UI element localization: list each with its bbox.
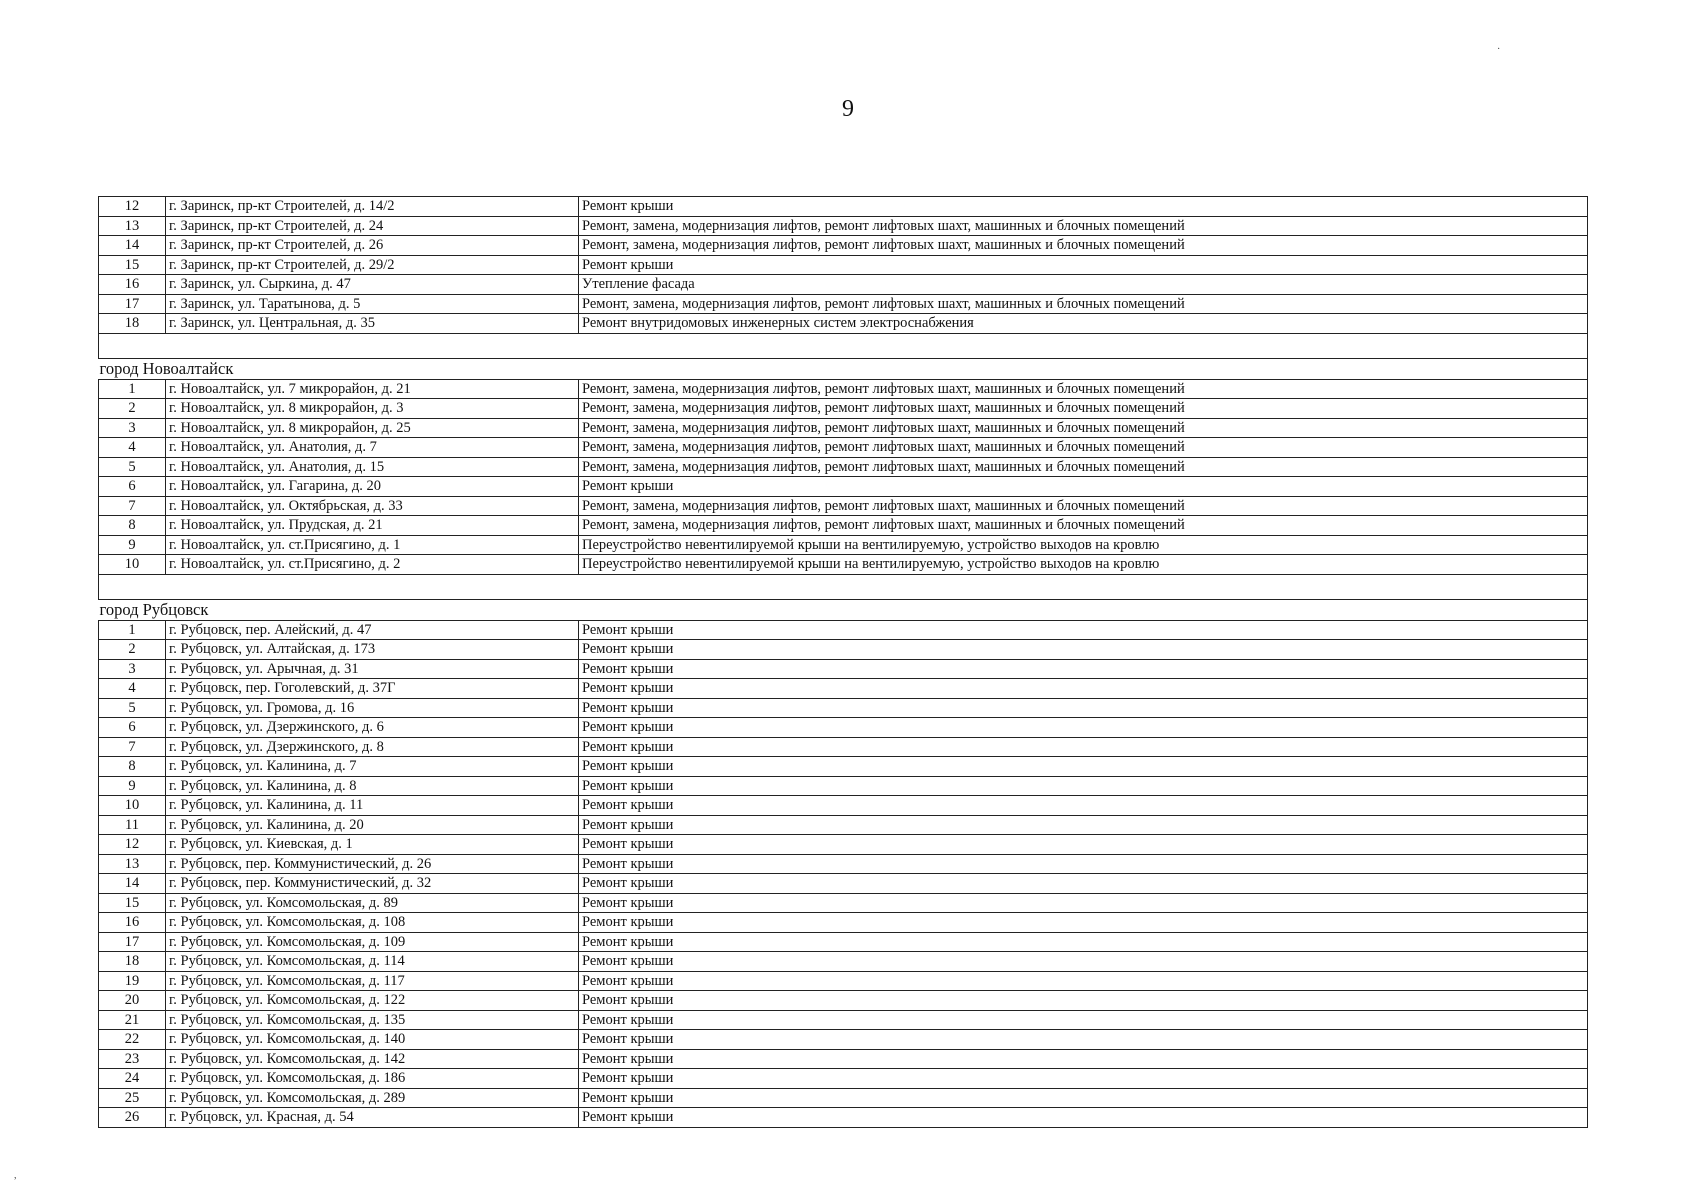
row-work-type: Ремонт крыши (579, 776, 1588, 796)
row-number: 6 (99, 477, 166, 497)
row-work-type: Ремонт крыши (579, 952, 1588, 972)
row-number: 16 (99, 913, 166, 933)
row-work-type: Ремонт, замена, модернизация лифтов, ремонт лифтовых шахт, машинных и блочных помещений (579, 216, 1588, 236)
table-row (99, 275, 1588, 295)
section-heading-row (99, 599, 1588, 620)
row-work-type: Переустройство невентилируемой крыши на вентилируемую, устройство выходов на кровлю (579, 535, 1588, 555)
row-work-type: Ремонт, замена, модернизация лифтов, ремонт лифтовых шахт, машинных и блочных помещений (579, 516, 1588, 536)
row-address: г. Рубцовск, ул. Арычная, д. 31 (166, 659, 579, 679)
row-work-type: Ремонт, замена, модернизация лифтов, ремонт лифтовых шахт, машинных и блочных помещений (579, 457, 1588, 477)
repair-schedule-table (98, 196, 1588, 1128)
row-address: г. Новоалтайск, ул. ст.Присягино, д. 2 (166, 555, 579, 575)
table-row (99, 1108, 1588, 1128)
table-row (99, 418, 1588, 438)
row-address: г. Рубцовск, ул. Комсомольская, д. 289 (166, 1088, 579, 1108)
row-work-type: Ремонт, замена, модернизация лифтов, ремонт лифтовых шахт, машинных и блочных помещений (579, 294, 1588, 314)
table-row (99, 991, 1588, 1011)
row-address: г. Рубцовск, пер. Гоголевский, д. 37Г (166, 679, 579, 699)
row-number: 11 (99, 815, 166, 835)
row-number: 5 (99, 457, 166, 477)
row-number: 13 (99, 854, 166, 874)
section-heading: город Новоалтайск (99, 358, 1588, 379)
row-number: 18 (99, 952, 166, 972)
row-work-type: Ремонт крыши (579, 874, 1588, 894)
table-row (99, 659, 1588, 679)
row-number: 10 (99, 796, 166, 816)
page-number: 9 (842, 96, 854, 122)
table-row (99, 932, 1588, 952)
table-row (99, 1088, 1588, 1108)
table-row (99, 1069, 1588, 1089)
row-address: г. Рубцовск, ул. Комсомольская, д. 109 (166, 932, 579, 952)
row-address: г. Новоалтайск, ул. 7 микрорайон, д. 21 (166, 379, 579, 399)
row-work-type: Ремонт крыши (579, 796, 1588, 816)
section-spacer (99, 333, 1588, 358)
row-work-type: Ремонт крыши (579, 679, 1588, 699)
table-row (99, 835, 1588, 855)
row-address: г. Рубцовск, ул. Дзержинского, д. 8 (166, 737, 579, 757)
row-number: 8 (99, 516, 166, 536)
row-number: 7 (99, 496, 166, 516)
table-row (99, 620, 1588, 640)
table-row (99, 438, 1588, 458)
table-row (99, 399, 1588, 419)
row-work-type: Ремонт, замена, модернизация лифтов, ремонт лифтовых шахт, машинных и блочных помещений (579, 418, 1588, 438)
row-number: 4 (99, 679, 166, 699)
table-row (99, 815, 1588, 835)
row-work-type: Ремонт крыши (579, 971, 1588, 991)
table-row (99, 236, 1588, 256)
row-number: 9 (99, 535, 166, 555)
row-address: г. Заринск, пр-кт Строителей, д. 26 (166, 236, 579, 256)
row-number: 4 (99, 438, 166, 458)
row-work-type: Ремонт, замена, модернизация лифтов, ремонт лифтовых шахт, машинных и блочных помещений (579, 438, 1588, 458)
row-number: 15 (99, 255, 166, 275)
row-number: 23 (99, 1049, 166, 1069)
row-work-type: Ремонт крыши (579, 932, 1588, 952)
row-work-type: Ремонт крыши (579, 757, 1588, 777)
scan-speck: , (14, 1170, 17, 1181)
row-number: 24 (99, 1069, 166, 1089)
row-number: 18 (99, 314, 166, 334)
row-address: г. Заринск, пр-кт Строителей, д. 29/2 (166, 255, 579, 275)
table-row (99, 255, 1588, 275)
row-address: г. Рубцовск, ул. Комсомольская, д. 122 (166, 991, 579, 1011)
row-address: г. Заринск, пр-кт Строителей, д. 24 (166, 216, 579, 236)
row-work-type: Ремонт крыши (579, 477, 1588, 497)
row-work-type: Ремонт крыши (579, 1108, 1588, 1128)
row-address: г. Рубцовск, ул. Комсомольская, д. 89 (166, 893, 579, 913)
row-address: г. Рубцовск, ул. Красная, д. 54 (166, 1108, 579, 1128)
row-work-type: Ремонт крыши (579, 659, 1588, 679)
row-number: 10 (99, 555, 166, 575)
row-number: 14 (99, 874, 166, 894)
row-address: г. Рубцовск, ул. Комсомольская, д. 140 (166, 1030, 579, 1050)
table-row (99, 913, 1588, 933)
row-number: 26 (99, 1108, 166, 1128)
row-work-type: Переустройство невентилируемой крыши на вентилируемую, устройство выходов на кровлю (579, 555, 1588, 575)
row-address: г. Рубцовск, ул. Киевская, д. 1 (166, 835, 579, 855)
row-work-type: Ремонт крыши (579, 1049, 1588, 1069)
row-number: 14 (99, 236, 166, 256)
row-address: г. Рубцовск, пер. Алейский, д. 47 (166, 620, 579, 640)
row-number: 9 (99, 776, 166, 796)
row-work-type: Ремонт крыши (579, 991, 1588, 1011)
row-number: 2 (99, 640, 166, 660)
table-row (99, 1049, 1588, 1069)
row-number: 25 (99, 1088, 166, 1108)
table-row (99, 640, 1588, 660)
row-address: г. Рубцовск, ул. Калинина, д. 8 (166, 776, 579, 796)
row-address: г. Новоалтайск, ул. 8 микрорайон, д. 3 (166, 399, 579, 419)
row-work-type: Ремонт крыши (579, 718, 1588, 738)
table-row (99, 952, 1588, 972)
row-address: г. Рубцовск, ул. Комсомольская, д. 142 (166, 1049, 579, 1069)
row-work-type: Ремонт крыши (579, 1069, 1588, 1089)
row-address: г. Рубцовск, ул. Комсомольская, д. 108 (166, 913, 579, 933)
row-work-type: Ремонт, замена, модернизация лифтов, ремонт лифтовых шахт, машинных и блочных помещений (579, 496, 1588, 516)
row-number: 19 (99, 971, 166, 991)
row-address: г. Новоалтайск, ул. 8 микрорайон, д. 25 (166, 418, 579, 438)
row-address: г. Заринск, пр-кт Строителей, д. 14/2 (166, 197, 579, 217)
row-work-type: Ремонт крыши (579, 640, 1588, 660)
table-row (99, 679, 1588, 699)
row-number: 7 (99, 737, 166, 757)
row-number: 3 (99, 418, 166, 438)
table-row (99, 535, 1588, 555)
table-row (99, 294, 1588, 314)
row-address: г. Новоалтайск, ул. Гагарина, д. 20 (166, 477, 579, 497)
row-address: г. Рубцовск, ул. Комсомольская, д. 186 (166, 1069, 579, 1089)
row-work-type: Ремонт крыши (579, 1030, 1588, 1050)
table-body (99, 197, 1588, 1128)
row-number: 17 (99, 294, 166, 314)
row-address: г. Новоалтайск, ул. Прудская, д. 21 (166, 516, 579, 536)
row-work-type: Ремонт крыши (579, 835, 1588, 855)
row-number: 6 (99, 718, 166, 738)
row-work-type: Ремонт крыши (579, 854, 1588, 874)
table-row (99, 718, 1588, 738)
row-address: г. Рубцовск, ул. Калинина, д. 7 (166, 757, 579, 777)
row-address: г. Рубцовск, ул. Калинина, д. 11 (166, 796, 579, 816)
table-row (99, 457, 1588, 477)
row-number: 8 (99, 757, 166, 777)
row-address: г. Заринск, ул. Сыркина, д. 47 (166, 275, 579, 295)
row-number: 22 (99, 1030, 166, 1050)
row-work-type: Ремонт крыши (579, 1010, 1588, 1030)
spacer-cell (99, 574, 1588, 599)
row-address: г. Рубцовск, ул. Комсомольская, д. 117 (166, 971, 579, 991)
table-row (99, 379, 1588, 399)
row-address: г. Новоалтайск, ул. ст.Присягино, д. 1 (166, 535, 579, 555)
row-number: 20 (99, 991, 166, 1011)
table-row (99, 516, 1588, 536)
table-row (99, 854, 1588, 874)
row-work-type: Ремонт крыши (579, 913, 1588, 933)
row-work-type: Ремонт, замена, модернизация лифтов, ремонт лифтовых шахт, машинных и блочных помещений (579, 399, 1588, 419)
row-work-type: Ремонт крыши (579, 197, 1588, 217)
section-heading: город Рубцовск (99, 599, 1588, 620)
row-number: 16 (99, 275, 166, 295)
table-row (99, 776, 1588, 796)
row-number: 13 (99, 216, 166, 236)
row-work-type: Ремонт крыши (579, 893, 1588, 913)
spacer-cell (99, 333, 1588, 358)
row-work-type: Ремонт крыши (579, 737, 1588, 757)
table-row (99, 197, 1588, 217)
row-address: г. Заринск, ул. Таратынова, д. 5 (166, 294, 579, 314)
row-address: г. Рубцовск, ул. Дзержинского, д. 6 (166, 718, 579, 738)
table-row (99, 496, 1588, 516)
row-work-type: Ремонт крыши (579, 1088, 1588, 1108)
table-row (99, 698, 1588, 718)
row-address: г. Рубцовск, пер. Коммунистический, д. 32 (166, 874, 579, 894)
table-row (99, 1030, 1588, 1050)
table-row (99, 216, 1588, 236)
scan-speck: · (1497, 44, 1501, 55)
row-address: г. Рубцовск, пер. Коммунистический, д. 26 (166, 854, 579, 874)
row-number: 15 (99, 893, 166, 913)
row-address: г. Заринск, ул. Центральная, д. 35 (166, 314, 579, 334)
section-heading-row (99, 358, 1588, 379)
table-row (99, 874, 1588, 894)
table-row (99, 477, 1588, 497)
table-row (99, 796, 1588, 816)
row-address: г. Новоалтайск, ул. Анатолия, д. 7 (166, 438, 579, 458)
table-row (99, 737, 1588, 757)
row-number: 3 (99, 659, 166, 679)
row-number: 17 (99, 932, 166, 952)
row-number: 21 (99, 1010, 166, 1030)
row-work-type: Ремонт крыши (579, 815, 1588, 835)
row-number: 2 (99, 399, 166, 419)
table-row (99, 893, 1588, 913)
row-address: г. Рубцовск, ул. Калинина, д. 20 (166, 815, 579, 835)
row-address: г. Новоалтайск, ул. Анатолия, д. 15 (166, 457, 579, 477)
row-work-type: Ремонт внутридомовых инженерных систем электроснабжения (579, 314, 1588, 334)
section-spacer (99, 574, 1588, 599)
row-work-type: Ремонт крыши (579, 620, 1588, 640)
row-work-type: Ремонт крыши (579, 255, 1588, 275)
row-address: г. Рубцовск, ул. Громова, д. 16 (166, 698, 579, 718)
table-row (99, 757, 1588, 777)
row-address: г. Рубцовск, ул. Комсомольская, д. 135 (166, 1010, 579, 1030)
row-number: 5 (99, 698, 166, 718)
row-work-type: Утепление фасада (579, 275, 1588, 295)
row-number: 12 (99, 197, 166, 217)
row-work-type: Ремонт крыши (579, 698, 1588, 718)
row-number: 1 (99, 379, 166, 399)
row-work-type: Ремонт, замена, модернизация лифтов, ремонт лифтовых шахт, машинных и блочных помещений (579, 236, 1588, 256)
row-address: г. Новоалтайск, ул. Октябрьская, д. 33 (166, 496, 579, 516)
table-row (99, 314, 1588, 334)
table-row (99, 1010, 1588, 1030)
row-address: г. Рубцовск, ул. Алтайская, д. 173 (166, 640, 579, 660)
row-address: г. Рубцовск, ул. Комсомольская, д. 114 (166, 952, 579, 972)
table-row (99, 971, 1588, 991)
row-number: 1 (99, 620, 166, 640)
row-work-type: Ремонт, замена, модернизация лифтов, ремонт лифтовых шахт, машинных и блочных помещений (579, 379, 1588, 399)
table-row (99, 555, 1588, 575)
row-number: 12 (99, 835, 166, 855)
